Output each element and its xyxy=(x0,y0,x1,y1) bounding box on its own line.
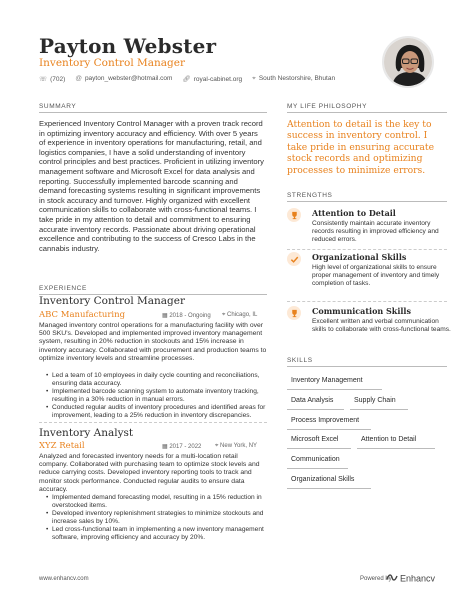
job-dates: ▦ 2018 - Ongoing xyxy=(162,313,211,319)
brand-logo[interactable]: Enhancv xyxy=(386,573,435,584)
skill-tag: Organizational Skills xyxy=(291,476,355,483)
job-location: ⌖ New York, NY xyxy=(215,443,258,449)
enhancv-logo-icon xyxy=(386,573,398,584)
list-item: • Developed inventory replenishment strategies to minimize stockouts and increase sales by 10%. xyxy=(46,510,268,526)
list-item: • Led cross-functional team in implementing a new inventory management software, improving efficiency and accuracy by 20%. xyxy=(46,526,268,542)
email-contact[interactable]: @ payton_webster@hotmail.com xyxy=(75,75,173,82)
candidate-role: Inventory Control Manager xyxy=(39,57,186,69)
trophy-icon xyxy=(287,306,301,320)
skill-underline xyxy=(287,409,344,410)
strength-title: Communication Skills xyxy=(312,306,411,316)
strength-description: Excellent written and verbal communication skills to collaborate with cross-functional teams. xyxy=(312,318,451,333)
contact-bar xyxy=(39,75,335,83)
location-pin-icon: ⌖ xyxy=(252,75,256,82)
list-item: • Led a team of 10 employees in daily cycle counting and reconciliations, ensuring data accuracy. xyxy=(46,372,268,388)
job-company: ABC Manufacturing xyxy=(39,310,126,320)
summary-heading: SUMMARY xyxy=(39,103,77,110)
skill-tag: Supply Chain xyxy=(354,397,396,404)
job-bullets xyxy=(46,494,268,542)
skill-underline xyxy=(287,429,371,430)
location-pin-icon: ⌖ xyxy=(215,443,221,449)
summary-divider xyxy=(39,112,267,113)
skill-underline xyxy=(287,448,351,449)
job-company: XYZ Retail xyxy=(39,441,85,451)
skill-tag: Attention to Detail xyxy=(361,436,417,443)
skill-tag: Data Analysis xyxy=(291,397,334,404)
strength-separator xyxy=(287,301,447,302)
skill-tag: Microsoft Excel xyxy=(291,436,339,443)
location-contact: ⌖ South Nestorshire, Bhutan xyxy=(252,75,336,82)
skill-underline xyxy=(357,448,435,449)
phone-contact: ☏ (702) xyxy=(39,76,66,83)
phone-icon: ☏ xyxy=(39,76,48,83)
strengths-divider xyxy=(287,201,447,202)
footer-url[interactable]: www.enhancv.com xyxy=(39,576,89,582)
skill-underline xyxy=(287,389,382,390)
job-title: Inventory Analyst xyxy=(39,427,134,439)
philosophy-divider xyxy=(287,112,447,113)
job-dates: ▦ 2017 - 2022 xyxy=(162,444,202,450)
summary-text: Experienced Inventory Control Manager with a proven track record in optimizing inventory accuracy and efficiency. With over 5 years of experience in inventory operations for manufacturing, retail, and logistics companies, I have a solid understanding of inventory control principles and best practices. Proficient in utilizing inventory management software and Microsoft Excel for data analysis and reporting. Successfully implemented barcode scanning and demand forecasting systems resulting in significant improvements in stock accuracy and turnover. Highly organized with excellent communication skills to collaborate with cross-functional teams. I take pride in my attention to detail and commitment to ensuring accurate inventory records. Passionate about driving operational excellence and contributing to the success of Cresco Labs in the cannabis industry. xyxy=(39,119,264,253)
job-description: Analyzed and forecasted inventory needs for a multi-location retail company. Collaborated with purchasing team to optimize stock levels and reduce carrying costs. Developed inventory reporting tools to track and monitor stock performance. Conducted regular audits to ensure data accuracy. xyxy=(39,453,260,493)
avatar xyxy=(382,36,434,88)
job-title: Inventory Control Manager xyxy=(39,295,186,307)
job-separator xyxy=(39,422,267,423)
check-icon xyxy=(287,252,301,266)
philosophy-heading: MY LIFE PHILOSOPHY xyxy=(287,103,368,110)
skill-tag: Inventory Management xyxy=(291,377,363,384)
website-contact[interactable]: 🔗︎ royal-cabinet.org xyxy=(182,76,243,83)
strength-title: Organizational Skills xyxy=(312,252,407,262)
skill-tag: Communication xyxy=(291,456,340,463)
list-item: • Implemented demand forecasting model, resulting in a 15% reduction in overstocked items. xyxy=(46,494,268,510)
job-description: Managed inventory control operations for a manufacturing facility with over 500 SKU's. Developed and implemented improved inventory management system, resulting in 20% reduction in stockouts and 15% increase in inventory accuracy. Collaborated with procurement and production teams to optimize inventory levels and streamline processes. xyxy=(39,322,267,362)
list-item: • Implemented barcode scanning system to automate inventory tracking, resulting in a 30% reduction in manual errors. xyxy=(46,388,268,404)
job-location: ⌖ Chicago, IL xyxy=(222,312,258,318)
candidate-name: Payton Webster xyxy=(39,34,217,58)
strength-description: Consistently maintain accurate inventory records resulting in improved efficiency and reduced errors. xyxy=(312,220,439,243)
philosophy-quote: Attention to detail is the key to success in inventory control. I take pride in ensuring accurate stock records and optimizing processes to minimize errors. xyxy=(287,119,435,176)
skill-underline xyxy=(287,468,348,469)
job-bullets xyxy=(46,372,268,420)
strength-title: Attention to Detail xyxy=(312,208,396,218)
calendar-icon: ▦ xyxy=(162,444,170,450)
experience-heading: EXPERIENCE xyxy=(39,285,87,292)
at-icon: @ xyxy=(75,75,82,82)
strength-description: High level of organizational skills to ensure proper management of inventory and timely completion of tasks. xyxy=(312,264,440,287)
link-icon: 🔗︎ xyxy=(182,76,191,83)
skills-divider xyxy=(287,366,447,367)
list-item: • Conducted regular audits of inventory procedures and identified areas for improvement, leading to a 25% reduction in inventory discrepancies. xyxy=(46,404,268,420)
location-pin-icon: ⌖ xyxy=(222,312,228,318)
trophy-icon xyxy=(287,208,301,222)
strength-separator xyxy=(287,249,447,250)
skills-heading: SKILLS xyxy=(287,357,313,364)
strengths-heading: STRENGTHS xyxy=(287,192,333,199)
skill-underline xyxy=(350,409,408,410)
calendar-icon: ▦ xyxy=(162,313,170,319)
skill-tag: Process Improvement xyxy=(291,417,360,424)
powered-by-label: Powered by xyxy=(360,576,392,582)
skill-underline xyxy=(287,488,371,489)
